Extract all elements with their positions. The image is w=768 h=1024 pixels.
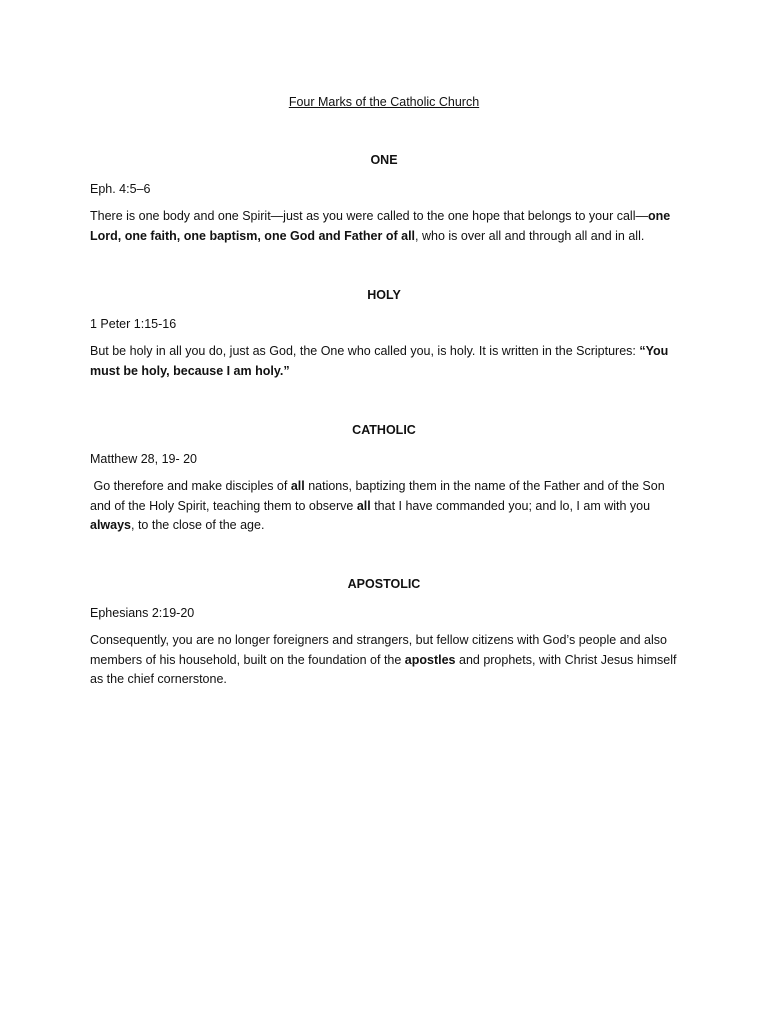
section-heading: CATHOLIC xyxy=(352,423,416,437)
section-heading: HOLY xyxy=(367,288,401,302)
document-title: Four Marks of the Catholic Church xyxy=(288,95,480,109)
scripture-reference: Eph. 4:5–6 xyxy=(90,182,151,196)
scripture-passage xyxy=(90,477,688,536)
scripture-reference: Ephesians 2:19-20 xyxy=(90,606,195,620)
passage-text: Consequently, you are no longer foreigners and strangers, but fellow citizens with God’s people and also members of his household, built on the foundation of the xyxy=(90,633,667,667)
passage-text-bold: always xyxy=(90,518,132,532)
scripture-passage xyxy=(90,207,688,246)
passage-text-bold: “You must be holy, because I am holy.” xyxy=(90,344,669,378)
section-heading: ONE xyxy=(370,153,398,167)
scripture-reference: 1 Peter 1:15-16 xyxy=(90,317,177,331)
scripture-reference: Matthew 28, 19- 20 xyxy=(90,452,198,466)
passage-text: , who is over all and through all and in all. xyxy=(415,228,645,243)
scripture-passage xyxy=(90,631,688,690)
section-catholic xyxy=(90,422,690,536)
passage-text: , to the close of the age. xyxy=(131,518,265,532)
section-one xyxy=(90,152,690,246)
passage-text-bold: all xyxy=(290,479,305,493)
passage-text: But be holy in all you do, just as God, the One who called you, is holy. It is written in the Scriptures: xyxy=(90,344,640,358)
passage-text: and prophets, with Christ Jesus himself as the chief cornerstone. xyxy=(90,652,677,686)
passage-text-bold: one Lord, one faith, one baptism, one God and Father of all xyxy=(90,209,671,243)
section-apostolic xyxy=(90,576,690,690)
passage-text: nations, baptizing them in the name of the Father and of the Son and of the Holy Spirit, teaching them to observe xyxy=(90,479,665,513)
passage-text: that I have commanded you; and lo, I am with you xyxy=(370,498,651,513)
passage-text-bold: all xyxy=(356,498,371,513)
passage-text: There is one body and one Spirit—just as you were called to the one hope that belongs to your call— xyxy=(90,209,648,223)
section-holy xyxy=(90,287,690,381)
scripture-passage xyxy=(90,342,688,381)
section-heading: APOSTOLIC xyxy=(347,577,421,591)
passage-text-bold: apostles xyxy=(404,652,456,667)
passage-text: Go therefore and make disciples of xyxy=(90,479,291,493)
